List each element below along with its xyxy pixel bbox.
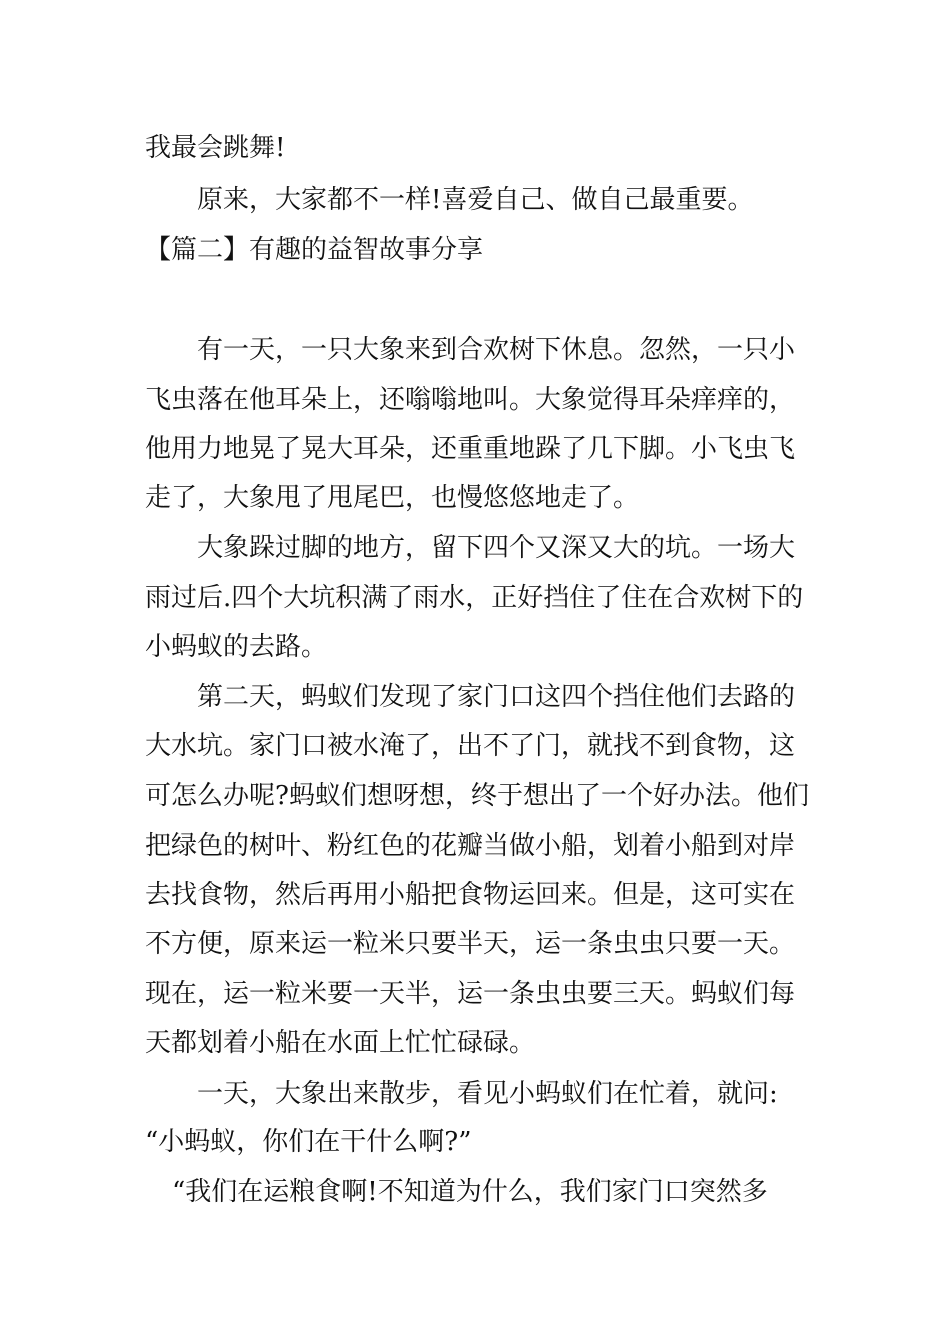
text-line: 我最会跳舞! xyxy=(145,133,286,163)
text-line: 小蚂蚁的去路。 xyxy=(145,632,328,662)
text-line: 有一天，一只大象来到合欢树下休息。忽然，一只小 xyxy=(197,335,796,365)
text-line: 一天，大象出来散步，看见小蚂蚁们在忙着，就问: xyxy=(197,1079,778,1109)
text-line: 可怎么办呢?蚂蚁们想呀想，终于想出了一个好办法。他们 xyxy=(145,781,809,811)
text-line: 天都划着小船在水面上忙忙碌碌。 xyxy=(145,1028,536,1058)
text-line: 现在，运一粒米要一天半，运一条虫虫要三天。蚂蚁们每 xyxy=(145,979,796,1009)
text-line: 飞虫落在他耳朵上，还嗡嗡地叫。大象觉得耳朵痒痒的， xyxy=(145,385,796,415)
text-line: “小蚂蚁，你们在干什么啊?” xyxy=(145,1127,472,1157)
text-line: 去找食物，然后再用小船把食物运回来。但是，这可实在 xyxy=(145,880,796,910)
text-line: 不方便，原来运一粒米只要半天，运一条虫虫只要一天。 xyxy=(145,929,796,959)
text-line: 大水坑。家门口被水淹了，出不了门，就找不到食物，这 xyxy=(145,731,796,761)
text-line: 雨过后.四个大坑积满了雨水，正好挡住了住在合欢树下的 xyxy=(145,583,804,613)
text-line: 走了，大象甩了甩尾巴，也慢悠悠地走了。 xyxy=(145,483,640,513)
text-line: 把绿色的树叶、粉红色的花瓣当做小船，划着小船到对岸 xyxy=(145,831,796,861)
text-line: 原来，大家都不一样!喜爱自己、做自己最重要。 xyxy=(197,185,754,215)
text-line: “我们在运粮食啊!不知道为什么，我们家门口突然多 xyxy=(172,1177,768,1207)
text-line: 第二天，蚂蚁们发现了家门口这四个挡住他们去路的 xyxy=(197,682,796,712)
text-line: 大象跺过脚的地方，留下四个又深又大的坑。一场大 xyxy=(197,533,796,563)
text-line: 他用力地晃了晃大耳朵，还重重地跺了几下脚。小飞虫飞 xyxy=(145,434,796,464)
section-heading: 【篇二】有趣的益智故事分享 xyxy=(145,235,484,265)
